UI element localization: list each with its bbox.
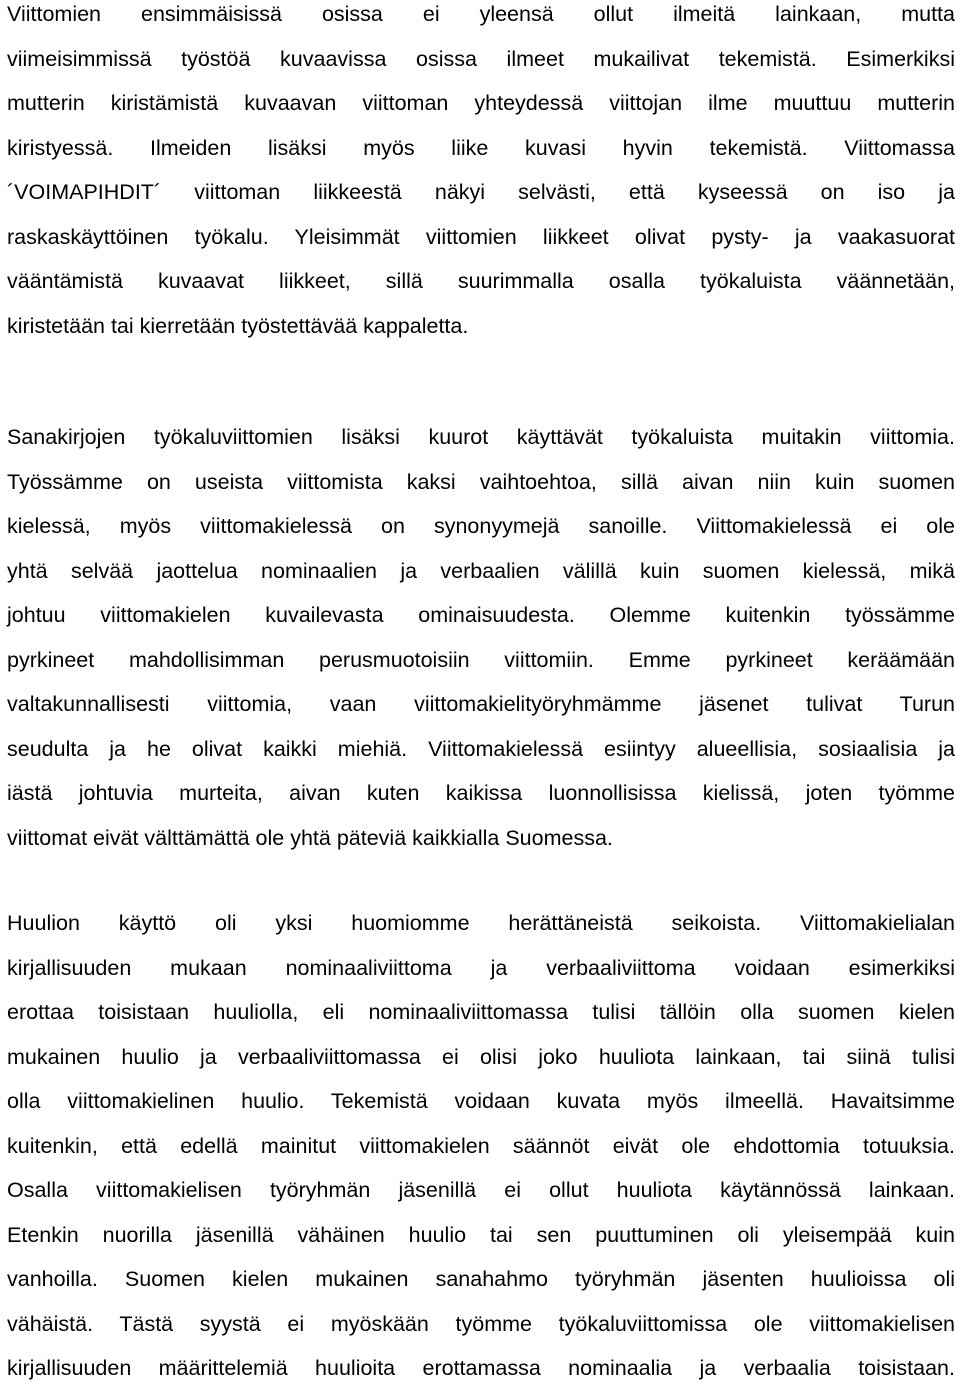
text-line: vanhoilla. Suomen kielen mukainen sanahahmo työryhmän jäsenten huulioissa oli bbox=[7, 1267, 955, 1291]
text-line: kiristyessä. Ilmeiden lisäksi myös liike kuvasi hyvin tekemistä. Viittomassa bbox=[7, 135, 955, 160]
text-line: erottaa toisistaan huuliolla, eli nominaaliviittomassa tulisi tällöin olla suomen kielen bbox=[7, 1000, 955, 1024]
text-line: iästä johtuvia murteita, aivan kuten kaikissa luonnollisissa kielissä, joten työmme bbox=[7, 781, 955, 805]
text-line: kielessä, myös viittomakielessä on synonyymejä sanoille. Viittomakielessä ei ole bbox=[7, 514, 955, 538]
text-line: Työssämme on useista viittomista kaksi vaihtoehtoa, sillä aivan niin kuin suomen bbox=[7, 469, 955, 494]
text-line: johtuu viittomakielen kuvailevasta ominaisuudesta. Olemme kuitenkin työssämme bbox=[7, 603, 955, 627]
text-line: olla viittomakielinen huulio. Tekemistä voidaan kuvata myös ilmeellä. Havaitsimme bbox=[7, 1089, 955, 1113]
text-line: yhtä selvää jaottelua nominaalien ja verbaalien välillä kuin suomen kielessä, mikä bbox=[7, 558, 955, 583]
paragraph-2 bbox=[7, 415, 955, 860]
paragraph-3 bbox=[7, 901, 955, 1391]
text-line: Osalla viittomakielisen työryhmän jäsenillä ei ollut huuliota käytännössä lainkaan. bbox=[7, 1178, 955, 1202]
text-line: mutterin kiristämistä kuvaavan viittoman yhteydessä viittojan ilme muuttuu mutterin bbox=[7, 91, 955, 115]
text-line: valtakunnallisesti viittomia, vaan viittomakielityöryhmämme jäsenet tulivat Turun bbox=[7, 692, 955, 716]
text-line: kuitenkin, että edellä mainitut viittomakielen säännöt eivät ole ehdottomia totuuksia. bbox=[7, 1133, 955, 1158]
text-line: vääntämistä kuvaavat liikkeet, sillä suurimmalla osalla työkaluista väännetään, bbox=[7, 269, 955, 293]
text-line: seudulta ja he olivat kaikki miehiä. Viittomakielessä esiintyy alueellisia, sosiaalisia ja bbox=[7, 736, 955, 761]
text-line: raskaskäyttöinen työkalu. Yleisimmät viittomien liikkeet olivat pysty- ja vaakasuorat bbox=[7, 224, 955, 249]
text-line: Viittomien ensimmäisissä osissa ei yleensä ollut ilmeitä lainkaan, mutta bbox=[7, 2, 955, 26]
paragraph-1 bbox=[7, 0, 955, 348]
text-line: Sanakirjojen työkaluviittomien lisäksi kuurot käyttävät työkaluista muitakin viittomia. bbox=[7, 425, 955, 449]
text-line: Huulion käyttö oli yksi huomiomme herättäneistä seikoista. Viittomakielialan bbox=[7, 911, 955, 935]
text-line: viittomat eivät välttämättä ole yhtä päteviä kaikkialla Suomessa. bbox=[7, 825, 613, 850]
text-line: vähäistä. Tästä syystä ei myöskään työmme työkaluviittomissa ole viittomakielisen bbox=[7, 1311, 955, 1336]
text-line: Etenkin nuorilla jäsenillä vähäinen huulio tai sen puuttuminen oli yleisempää kuin bbox=[7, 1222, 955, 1247]
text-line: kirjallisuuden mukaan nominaaliviittoma ja verbaaliviittoma voidaan esimerkiksi bbox=[7, 955, 955, 980]
text-line: kiristetään tai kierretään työstettävää kappaletta. bbox=[7, 313, 469, 338]
text-line: viimeisimmissä työstöä kuvaavissa osissa ilmeet mukailivat tekemistä. Esimerkiksi bbox=[7, 46, 955, 71]
text-line: pyrkineet mahdollisimman perusmuotoisiin viittomiin. Emme pyrkineet keräämään bbox=[7, 647, 955, 672]
text-line: kirjallisuuden määrittelemiä huulioita erottamassa nominaalia ja verbaalia toisistaan. bbox=[7, 1356, 955, 1380]
text-line: mukainen huulio ja verbaaliviittomassa ei olisi joko huuliota lainkaan, tai siinä tulisi bbox=[7, 1044, 955, 1069]
text-line: ´VOIMAPIHDIT´ viittoman liikkeestä näkyi selvästi, että kyseessä on iso ja bbox=[7, 180, 955, 204]
